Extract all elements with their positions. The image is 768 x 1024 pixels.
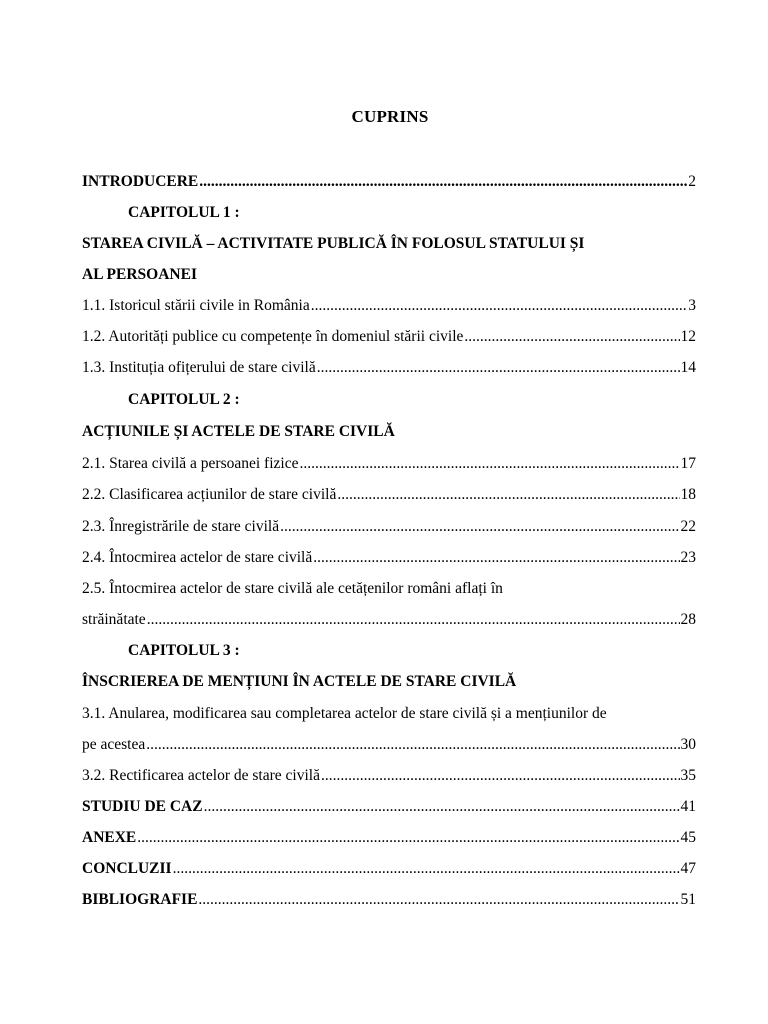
dot-leader xyxy=(204,795,680,819)
chapter-title-1-line-1: STAREA CIVILĂ – ACTIVITATE PUBLICĂ ÎN FOLOSUL STATULUI ȘI xyxy=(82,235,585,252)
toc-entry-concluzii xyxy=(82,857,696,881)
toc-entry-2-3 xyxy=(82,515,696,539)
toc-entry-label: 1.2. Autorități publice cu competențe în domeniul stării civile xyxy=(82,328,464,345)
toc-entry-2-4 xyxy=(82,546,696,570)
dot-leader xyxy=(313,546,679,570)
toc-entry-page: 18 xyxy=(680,486,696,503)
toc-entry-label: BIBLIOGRAFIE xyxy=(82,891,198,908)
toc-entry-label: pe acestea xyxy=(82,736,146,753)
dot-leader xyxy=(311,294,688,318)
dot-leader xyxy=(337,483,679,507)
dot-leader xyxy=(147,608,680,632)
toc-entry-label: 2.4. Întocmirea actelor de stare civilă xyxy=(82,549,313,566)
chapter-title-3: ÎNSCRIEREA DE MENȚIUNI ÎN ACTELE DE STARE CIVILĂ xyxy=(82,673,517,690)
toc-entry-label: 1.1. Istoricul stării civile in România xyxy=(82,297,310,314)
toc-entry-3-1-line-1: 3.1. Anularea, modificarea sau completarea actelor de stare civilă și a mențiunilor de xyxy=(82,705,607,722)
chapter-heading-2: CAPITOLUL 2 : xyxy=(128,391,240,408)
dot-leader xyxy=(173,857,680,881)
toc-entry-3-1-line-2 xyxy=(82,733,696,757)
toc-entry-page: 47 xyxy=(680,860,696,877)
toc-entry-label: 2.3. Înregistrările de stare civilă xyxy=(82,518,280,535)
toc-entry-label: 3.2. Rectificarea actelor de stare civilă xyxy=(82,767,320,784)
toc-entry-page: 17 xyxy=(680,455,696,472)
toc-entry-label: INTRODUCERE xyxy=(82,173,199,190)
toc-entry-page: 51 xyxy=(680,891,696,908)
toc-entry-1-2 xyxy=(82,325,696,349)
toc-entry-page: 14 xyxy=(680,359,696,376)
dot-leader xyxy=(321,764,680,788)
dot-leader xyxy=(464,325,679,349)
toc-entry-page: 30 xyxy=(680,736,696,753)
dot-leader xyxy=(199,170,687,194)
toc-entry-label: CONCLUZII xyxy=(82,860,172,877)
toc-entry-page: 45 xyxy=(680,829,696,846)
chapter-heading-3: CAPITOLUL 3 : xyxy=(128,642,240,659)
dot-leader xyxy=(299,452,679,476)
toc-entry-label: 1.3. Instituția ofițerului de stare civilă xyxy=(82,359,316,376)
dot-leader xyxy=(198,888,679,912)
toc-entry-studiu-de-caz xyxy=(82,795,696,819)
toc-entry-label: străinătate xyxy=(82,611,146,628)
toc-entry-2-5-line-2 xyxy=(82,608,696,632)
chapter-heading-1: CAPITOLUL 1 : xyxy=(128,204,240,221)
toc-entry-label: STUDIU DE CAZ xyxy=(82,798,203,815)
toc-entry-page: 35 xyxy=(680,767,696,784)
dot-leader xyxy=(137,826,679,850)
dot-leader xyxy=(317,356,680,380)
toc-entry-page: 41 xyxy=(680,798,696,815)
toc-title: CUPRINS xyxy=(351,107,429,126)
dot-leader xyxy=(280,515,679,539)
chapter-title-1-line-2: AL PERSOANEI xyxy=(82,266,197,283)
toc-entry-label: 2.2. Clasificarea acțiunilor de stare civilă xyxy=(82,486,337,503)
toc-entry-page: 28 xyxy=(680,611,696,628)
toc-entry-page: 22 xyxy=(680,518,696,535)
chapter-title-2: ACȚIUNILE ȘI ACTELE DE STARE CIVILĂ xyxy=(82,423,395,440)
toc-entry-page: 12 xyxy=(680,328,696,345)
toc-entry-anexe xyxy=(82,826,696,850)
toc-entry-1-1 xyxy=(82,294,696,318)
toc-entry-bibliografie xyxy=(82,888,696,912)
toc-entry-2-5-line-1: 2.5. Întocmirea actelor de stare civilă ale cetățenilor români aflați în xyxy=(82,580,503,597)
toc-entry-2-1 xyxy=(82,452,696,476)
dot-leader xyxy=(146,733,679,757)
toc-entry-label: ANEXE xyxy=(82,829,137,846)
toc-entry-3-2 xyxy=(82,764,696,788)
toc-entry-2-2 xyxy=(82,483,696,507)
toc-entry-page: 3 xyxy=(688,297,696,314)
toc-entry-1-3 xyxy=(82,356,696,380)
toc-entry-label: 2.1. Starea civilă a persoanei fizice xyxy=(82,455,299,472)
toc-entry-page: 23 xyxy=(680,549,696,566)
toc-entry-introducere xyxy=(82,170,696,194)
toc-entry-page: 2 xyxy=(688,173,696,190)
